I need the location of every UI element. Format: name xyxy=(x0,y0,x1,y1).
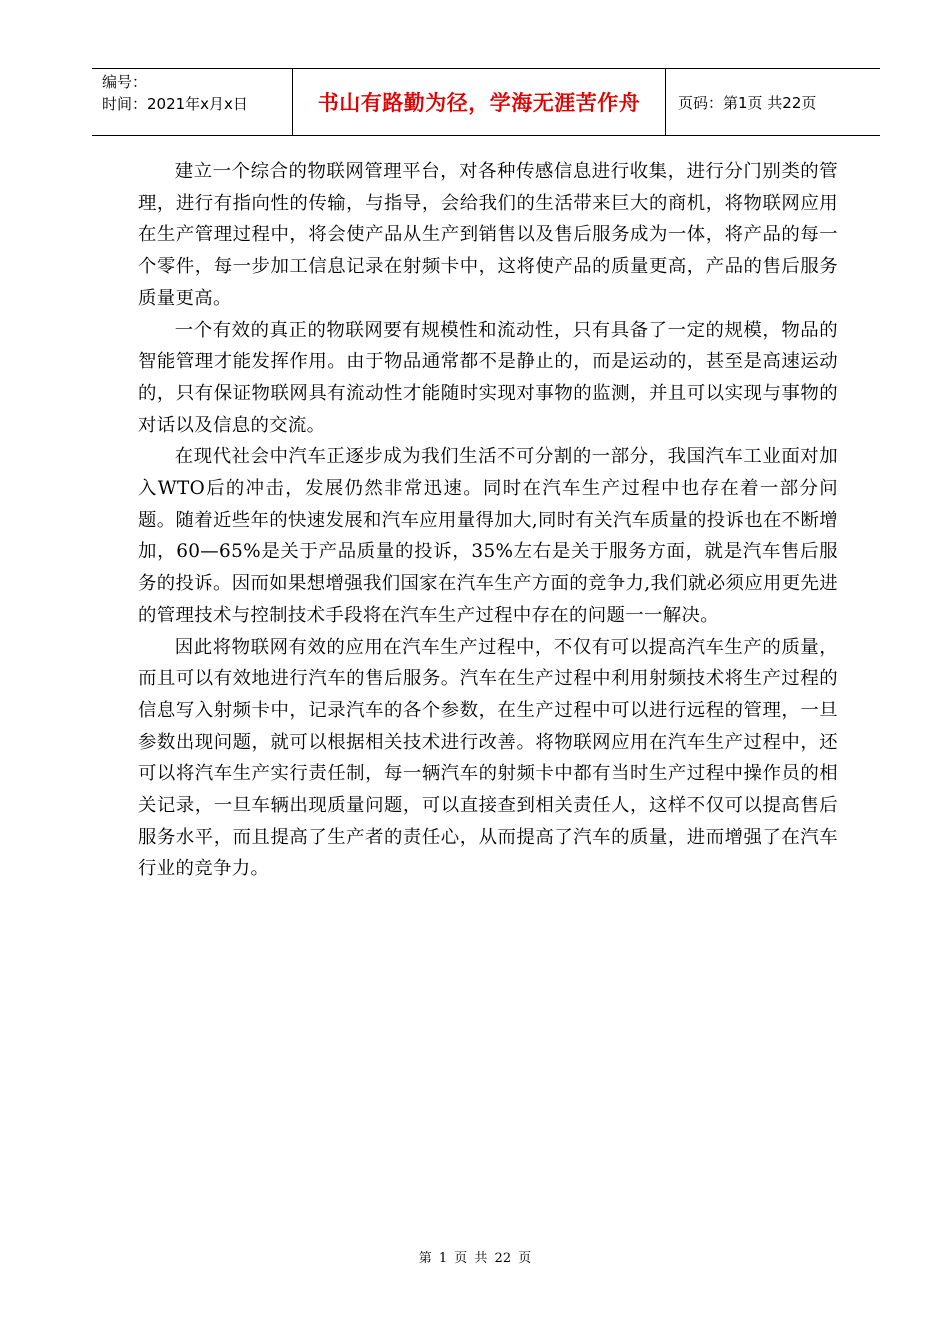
document-header xyxy=(92,68,880,136)
header-page-cell xyxy=(666,69,880,135)
page-footer xyxy=(0,1247,950,1266)
header-motto: 书山有路勤为径，学海无涯苦作舟 xyxy=(317,90,641,115)
document-number-label: 编号： xyxy=(102,73,148,91)
document-body xyxy=(138,156,838,885)
body-paragraph: 一个有效的真正的物联网要有规模性和流动性，只有具备了一定的规模，物品的智能管理才能发挥作用。由于物品通常都不是静止的，而是运动的，甚至是高速运动的，只有保证物联网具有流动性才能随时实现对事物的监测，并且可以实现与事物的对话以及信息的交流。 xyxy=(138,319,838,436)
body-paragraph: 在现代社会中汽车正逐步成为我们生活不可分割的一部分，我国汽车工业面对加入WTO后的冲击，发展仍然非常迅速。同时在汽车生产过程中也存在着一部分问题。随着近些年的快速发展和汽车应用量得加大,同时有关汽车质量的投诉也在不断增加，60—65%是关于产品质量的投诉，35%左右是关于服务方面，就是汽车售后服务的投诉。因而如果想增强我们国家在汽车生产方面的竞争力,我们就必须应用更先进的管理技术与控制技术手段将在汽车生产过程中存在的问题一一解决。 xyxy=(138,446,838,626)
body-paragraph: 因此将物联网有效的应用在汽车生产过程中，不仅有可以提高汽车生产的质量，而且可以有效地进行汽车的售后服务。汽车在生产过程中利用射频技术将生产过程的信息写入射频卡中，记录汽车的各个参数，在生产过程中可以进行远程的管理，一旦参数出现问题，就可以根据相关技术进行改善。将物联网应用在汽车生产过程中，还可以将汽车生产实行责任制，每一辆汽车的射频卡中都有当时生产过程中操作员的相关记录，一旦车辆出现质量问题，可以直接查到相关责任人，这样不仅可以提高售后服务水平，而且提高了生产者的责任心，从而提高了汽车的质量，进而增强了在汽车行业的竞争力。 xyxy=(138,636,838,880)
header-page-info: 页码：第1页 共22页 xyxy=(678,93,817,112)
header-meta-cell xyxy=(92,69,293,135)
header-motto-cell xyxy=(293,69,666,135)
footer-page-number: 第 1 页 共 22 页 xyxy=(418,1251,532,1266)
body-paragraph: 建立一个综合的物联网管理平台，对各种传感信息进行收集，进行分门别类的管理，进行有指向性的传输，与指导，会给我们的生活带来巨大的商机，将物联网应用在生产管理过程中，将会使产品从生产到销售以及售后服务成为一体，将产品的每一个零件，每一步加工信息记录在射频卡中，这将使产品的质量更高，产品的售后服务质量更高。 xyxy=(138,161,838,309)
document-time-label: 时间：2021年x月x日 xyxy=(102,95,248,113)
